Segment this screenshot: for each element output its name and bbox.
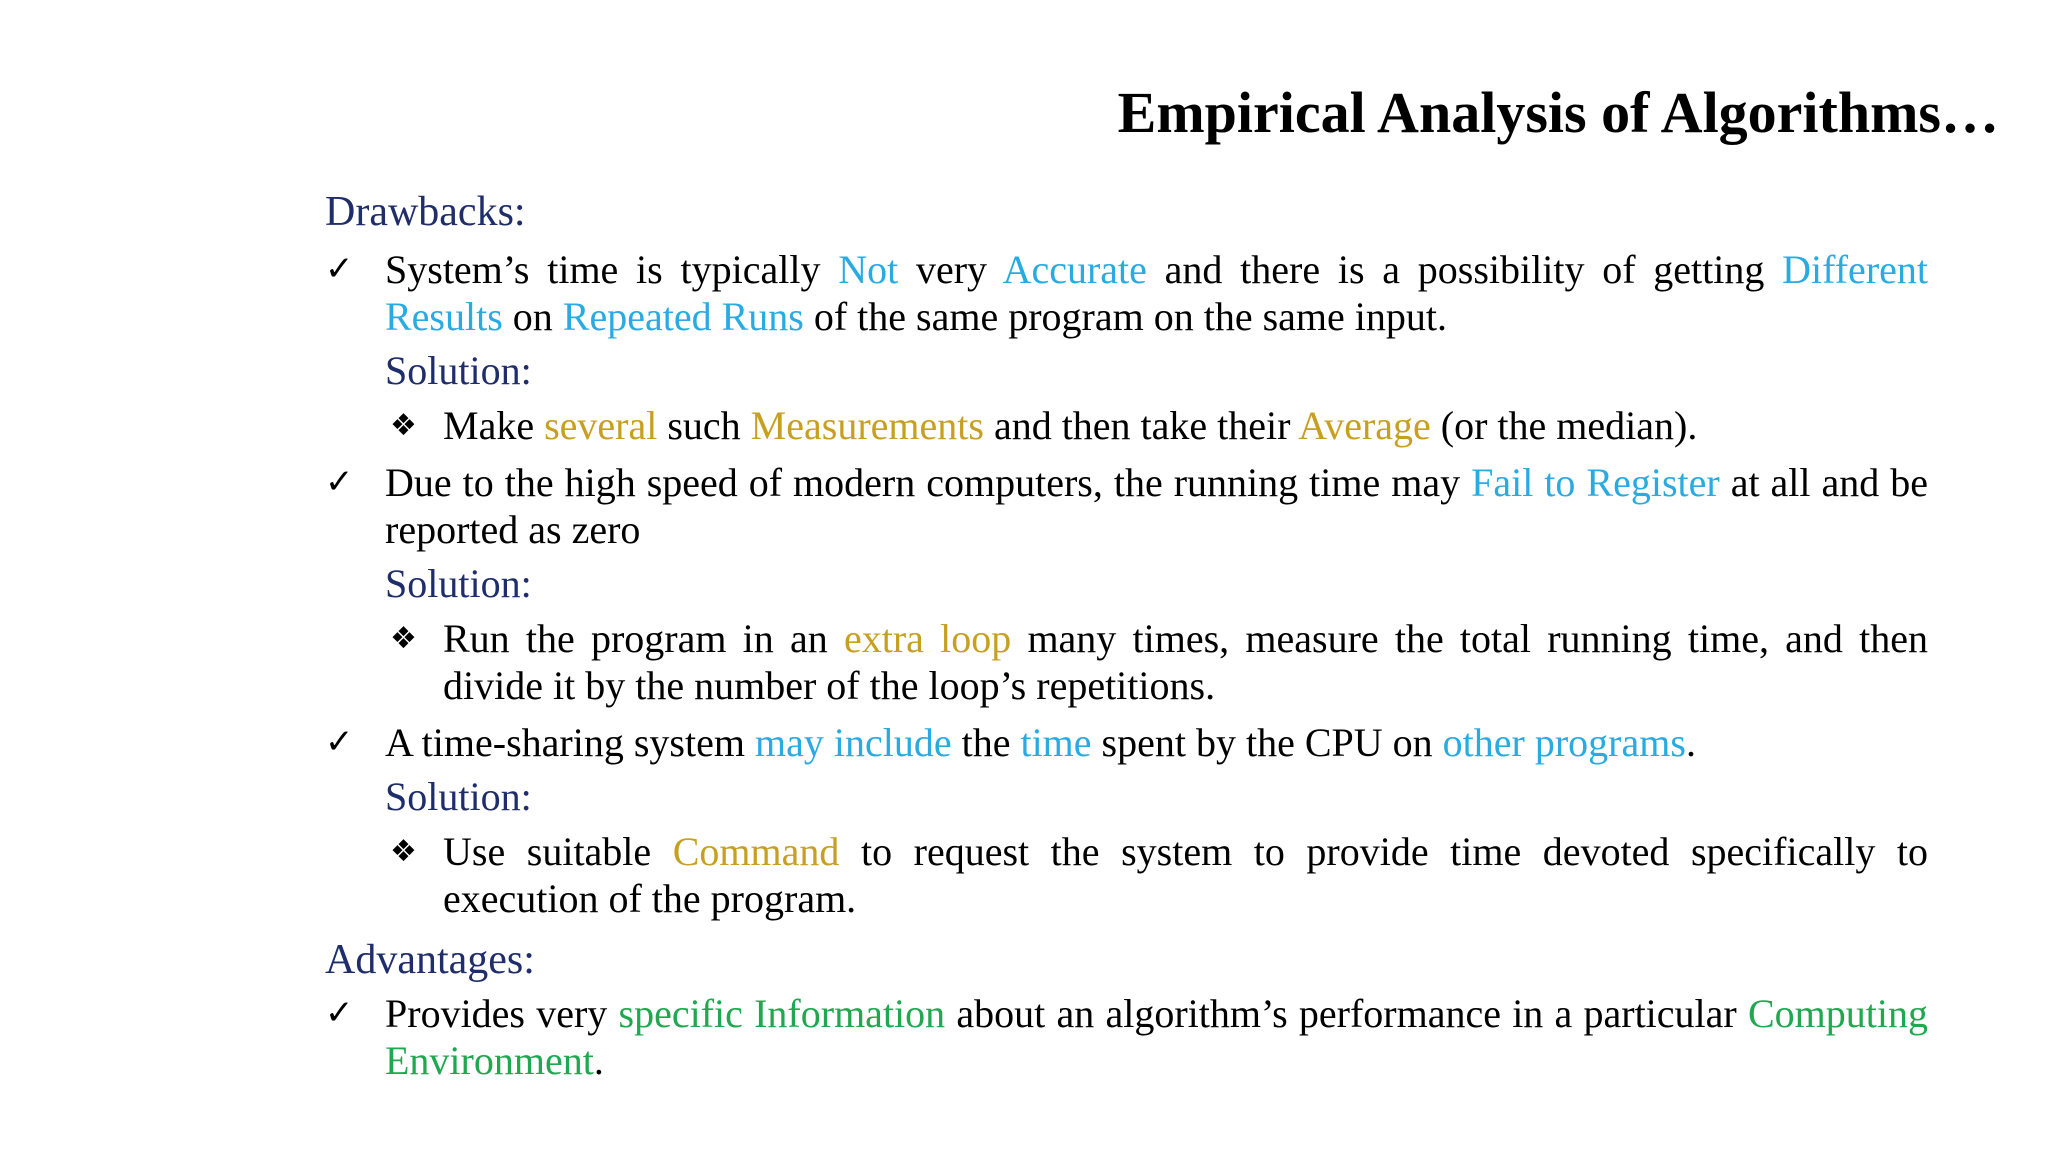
text-run: Use suitable <box>443 829 673 874</box>
highlight-text: Average <box>1298 403 1431 448</box>
highlight-text: Not <box>838 247 899 292</box>
solution-item <box>325 402 1928 449</box>
text-run: very <box>898 247 1003 292</box>
highlight-text: Measurements <box>750 403 984 448</box>
text-run: (or the median). <box>1430 403 1698 448</box>
highlight-text: time <box>1020 720 1092 765</box>
drawbacks-list <box>325 246 1928 922</box>
text-run: Due to the high speed of modern computers, the running time may <box>385 460 1472 505</box>
text-run: many times, measure the total running time, and then divide it by the number of the loop’s repetitions. <box>443 616 1928 708</box>
text-run: System’s time is typically <box>385 247 839 292</box>
drawback-item <box>325 246 1928 340</box>
text-run: to request the system to provide time devoted specifically to execution of the program. <box>443 829 1928 921</box>
slide-title: Empirical Analysis of Algorithms… <box>1117 80 1999 145</box>
highlight-text: specific Information <box>618 991 946 1036</box>
highlight-text: Different Results <box>385 247 1928 339</box>
advantage-item <box>325 990 1928 1084</box>
advantages-heading: Advantages: <box>325 937 535 983</box>
highlight-text: other programs <box>1442 720 1686 765</box>
text-run: Provides very <box>385 991 619 1036</box>
checkmark-icon: ✓ <box>325 722 354 762</box>
solution-item <box>325 828 1928 922</box>
highlight-text: Repeated Runs <box>562 294 804 339</box>
slide-content <box>325 184 1928 1090</box>
highlight-text: extra loop <box>843 616 1012 661</box>
highlight-text: Fail to Register <box>1471 460 1720 505</box>
diamond-bullet-icon: ❖ <box>390 621 417 656</box>
text-run: on <box>502 294 563 339</box>
text-run: the <box>951 720 1021 765</box>
checkmark-icon: ✓ <box>325 249 354 289</box>
drawback-item <box>325 719 1928 766</box>
advantages-list <box>325 990 1928 1084</box>
text-run: Run the program in an <box>443 616 844 661</box>
text-run: and then take their <box>983 403 1299 448</box>
text-run: about an algorithm’s performance in a particular <box>945 991 1748 1036</box>
solution-label: Solution: <box>385 774 532 819</box>
text-run: and there is a possibility of getting <box>1146 247 1783 292</box>
highlight-text: Computing Environment <box>385 991 1928 1083</box>
solution-label: Solution: <box>385 348 532 393</box>
highlight-text: Command <box>672 829 840 874</box>
text-run: . <box>1685 720 1696 765</box>
checkmark-icon: ✓ <box>325 462 354 502</box>
highlight-text: may include <box>754 720 952 765</box>
diamond-bullet-icon: ❖ <box>390 834 417 869</box>
solution-label: Solution: <box>385 561 532 606</box>
text-run: at all and be reported as zero <box>385 460 1929 552</box>
text-run: such <box>657 403 751 448</box>
text-run: spent by the CPU on <box>1091 720 1443 765</box>
highlight-text: several <box>544 403 658 448</box>
drawback-item <box>325 459 1928 553</box>
drawbacks-heading: Drawbacks: <box>325 189 526 235</box>
checkmark-icon: ✓ <box>325 993 354 1033</box>
highlight-text: Accurate <box>1002 247 1147 292</box>
solution-item <box>325 615 1928 709</box>
text-run: Make <box>443 403 545 448</box>
text-run: . <box>593 1038 604 1083</box>
diamond-bullet-icon: ❖ <box>390 408 417 443</box>
text-run: of the same program on the same input. <box>803 294 1448 339</box>
text-run: A time-sharing system <box>385 720 755 765</box>
